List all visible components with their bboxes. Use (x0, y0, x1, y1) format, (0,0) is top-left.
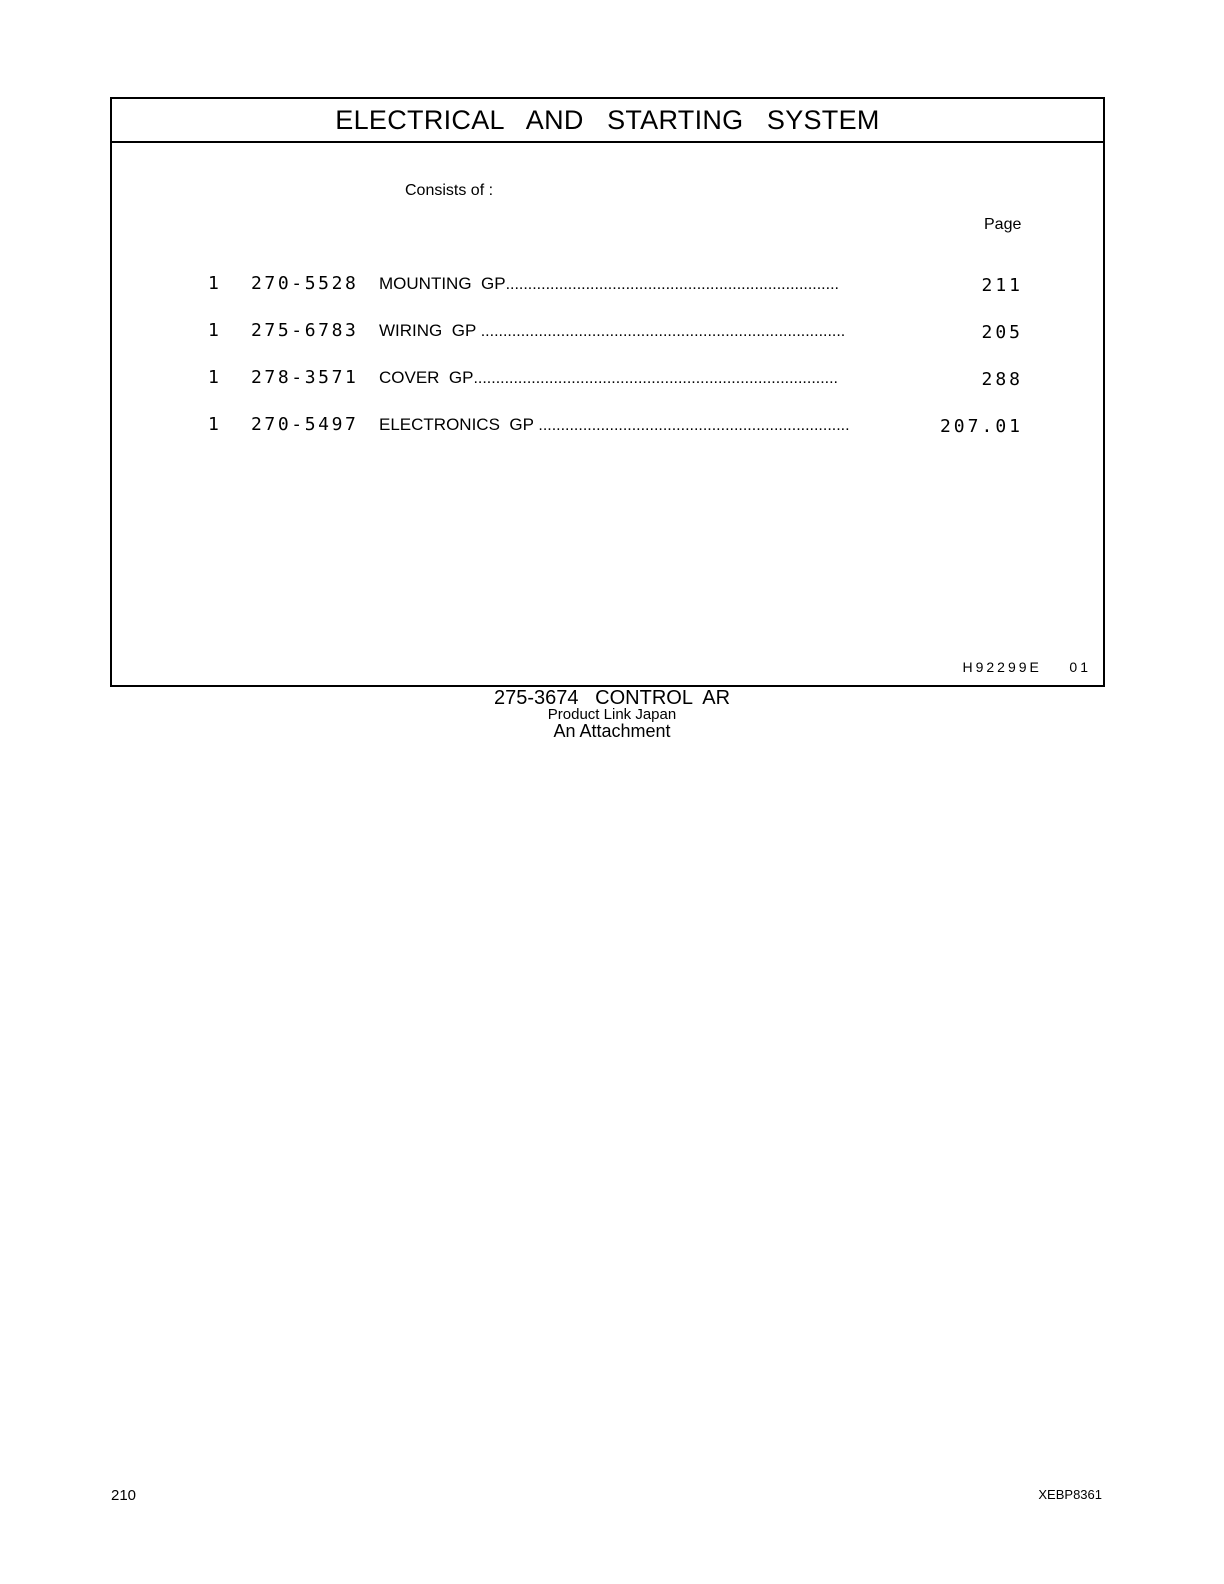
part-description (379, 415, 909, 435)
section-title: ELECTRICAL AND STARTING SYSTEM (335, 105, 880, 135)
description-text: ELECTRONICS GP (379, 415, 534, 434)
description-text: MOUNTING GP (379, 274, 506, 293)
parts-row (112, 367, 1103, 393)
description-text: WIRING GP (379, 321, 477, 340)
description-text: COVER GP (379, 368, 474, 387)
document-id: XEBP8361 (1038, 1487, 1102, 1502)
part-number: 275-6783 (251, 320, 359, 341)
quantity: 1 (208, 414, 219, 435)
page-reference: 205 (981, 322, 1023, 343)
part-number: 270-5497 (251, 414, 359, 435)
quantity: 1 (208, 273, 219, 294)
page-reference: 207.01 (939, 416, 1023, 437)
dot-leader: ........................................................................... (505, 276, 839, 293)
page-column-heading: Page (984, 216, 1022, 233)
quantity: 1 (208, 320, 219, 341)
dot-leader: .................................................................................. (476, 323, 846, 340)
illustration-id: H92299E 01 (962, 659, 1091, 675)
assembly-subcaption: Product Link Japan (547, 706, 677, 723)
part-description (379, 274, 909, 294)
parts-row (112, 414, 1103, 440)
parts-row (112, 320, 1103, 346)
part-description (379, 321, 909, 341)
dot-leader: ...................................................................... (533, 417, 850, 434)
page-reference: 288 (981, 369, 1023, 390)
page-number: 210 (111, 1487, 137, 1504)
quantity: 1 (208, 367, 219, 388)
consists-of-label: Consists of : (405, 182, 494, 199)
dot-leader: .................................................................................. (473, 370, 838, 387)
parts-list-frame (110, 97, 1105, 687)
attachment-note: An Attachment (553, 721, 671, 741)
page-reference: 211 (981, 275, 1023, 296)
part-description (379, 368, 909, 388)
parts-row (112, 273, 1103, 299)
title-bar (112, 99, 1103, 143)
part-number: 270-5528 (251, 273, 359, 294)
assembly-caption: 275-3674 CONTROL AR (493, 687, 731, 709)
part-number: 278-3571 (251, 367, 359, 388)
